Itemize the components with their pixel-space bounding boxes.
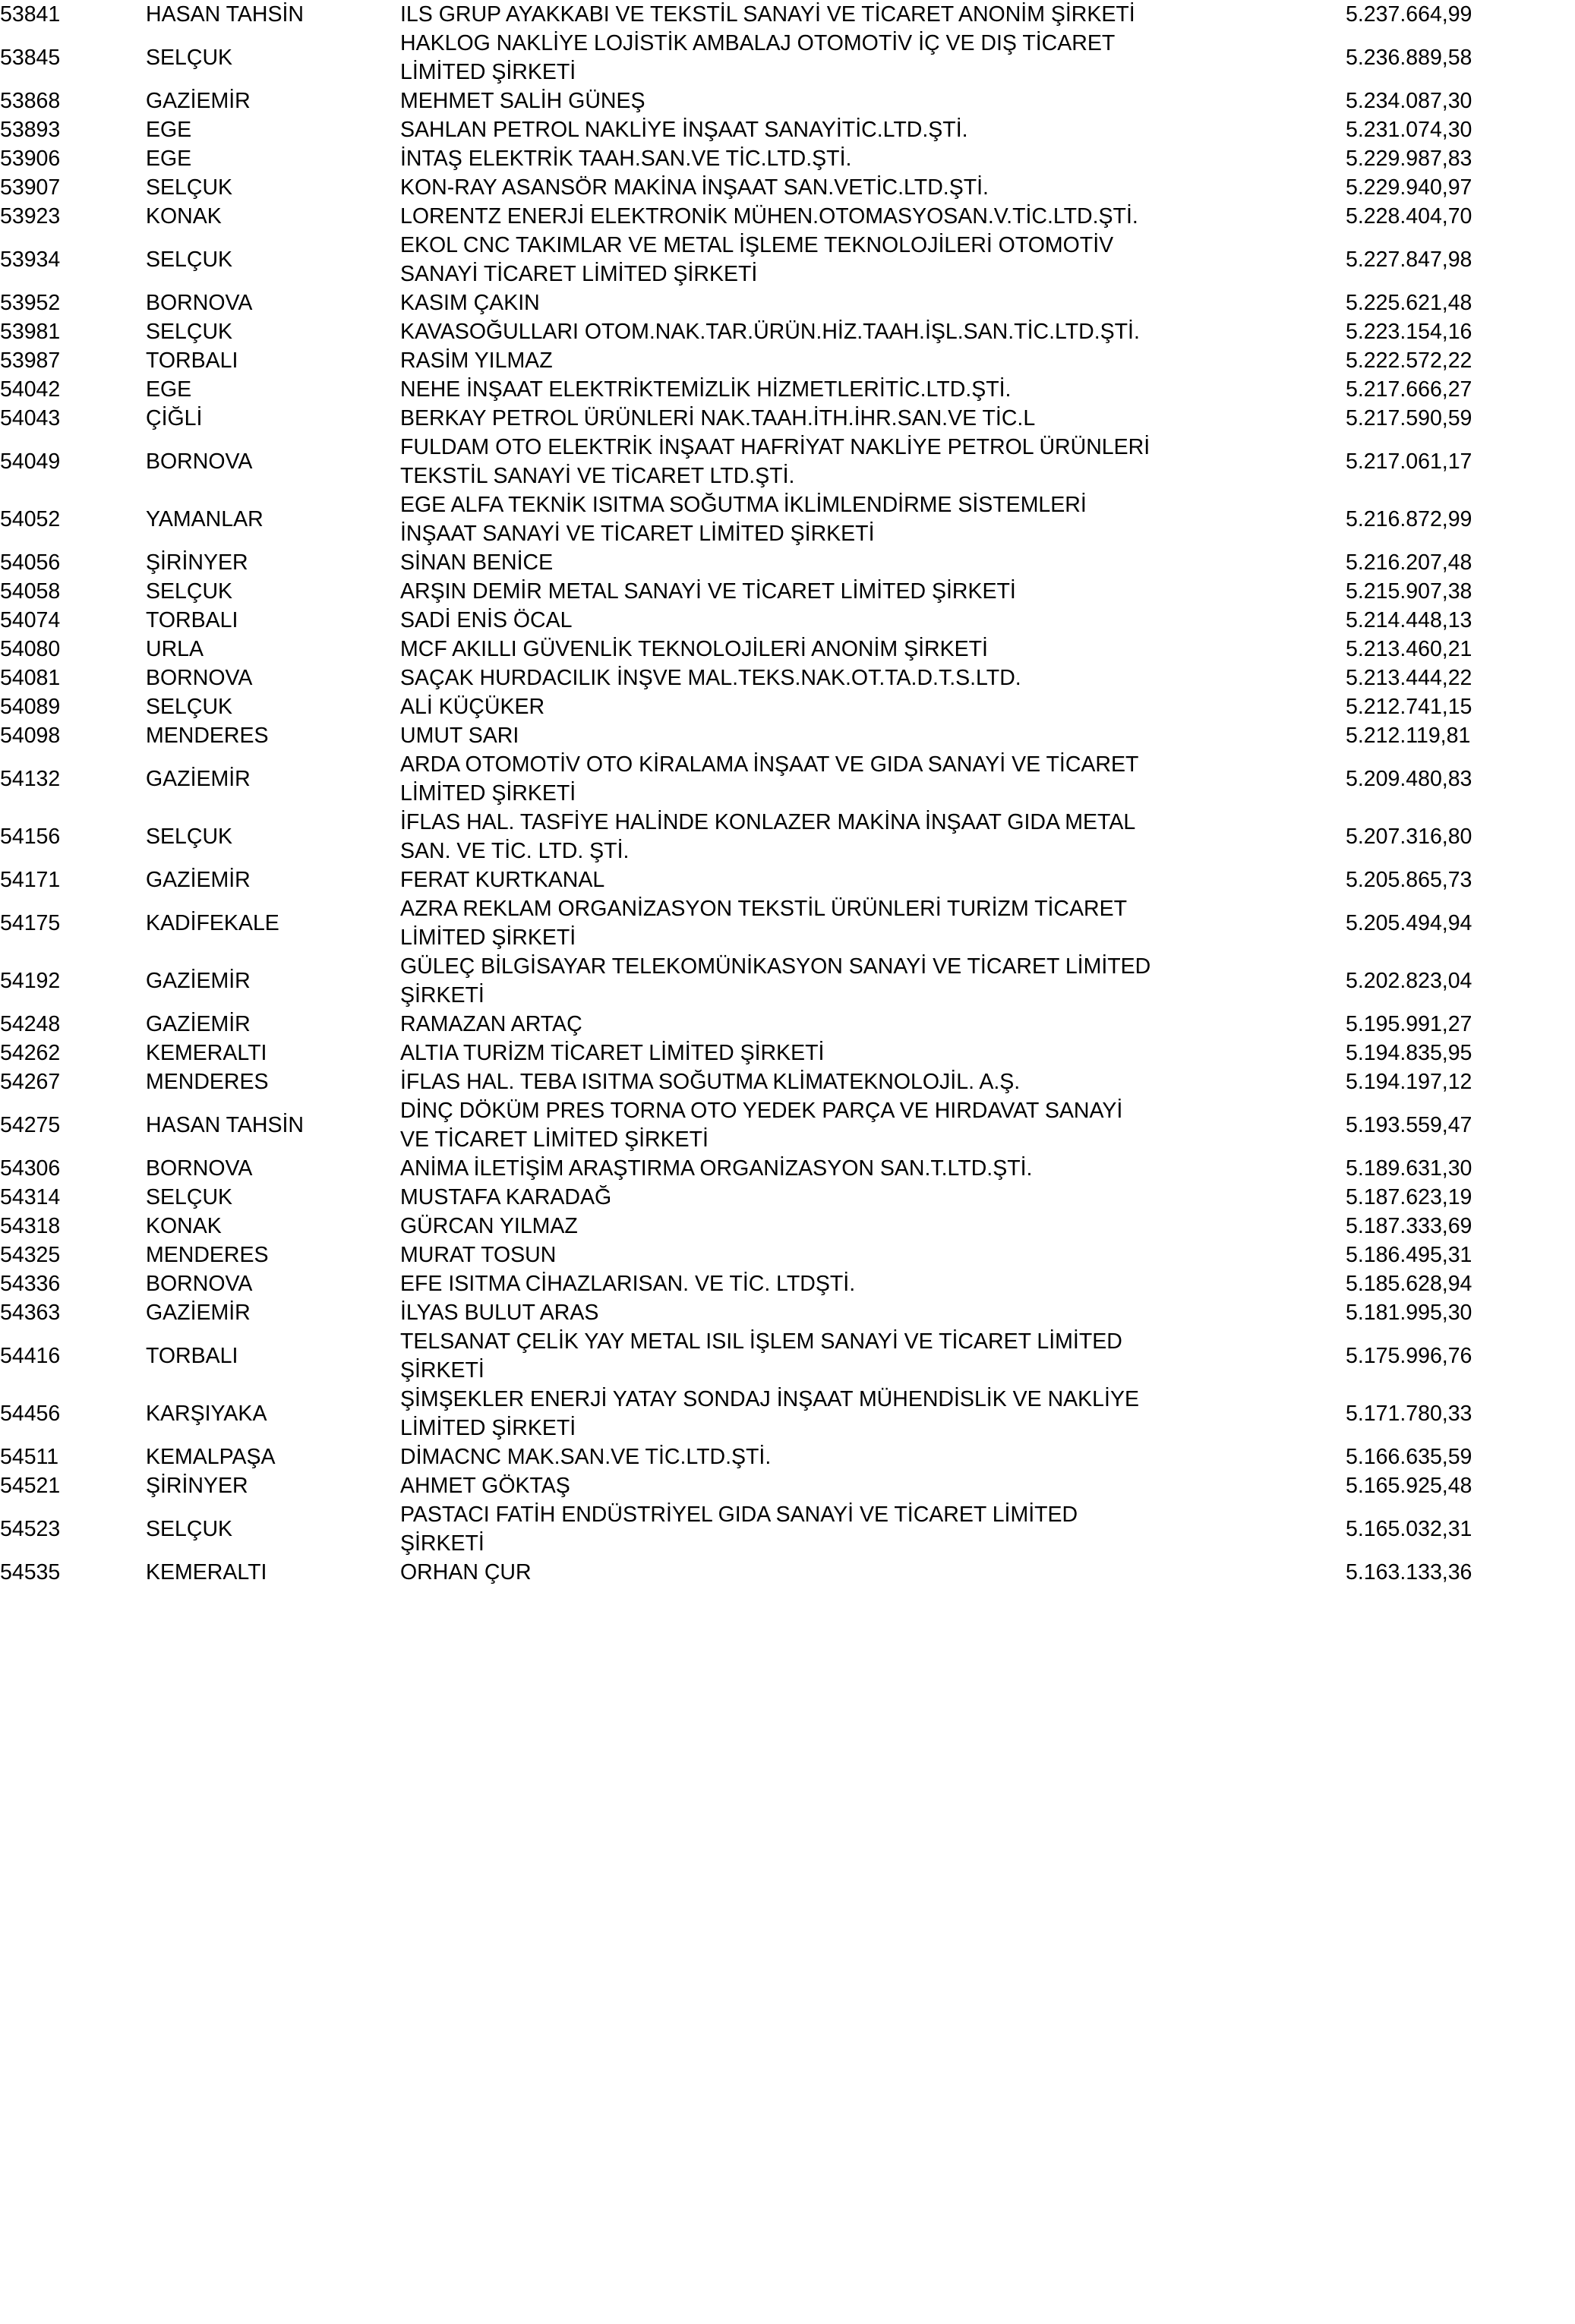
- row-amount: 5.222.572,22: [1346, 348, 1472, 373]
- row-taxpayer-name: [400, 606, 1346, 635]
- row-tax-office: MENDERES: [146, 724, 269, 748]
- table-row: [0, 1298, 1575, 1327]
- row-tax-office: BORNOVA: [146, 1272, 253, 1296]
- taxpayer-name-line: ORHAN ÇUR: [400, 1560, 532, 1585]
- row-amount: 5.217.666,27: [1346, 377, 1472, 402]
- row-tax-office: GAZİEMİR: [146, 1012, 251, 1036]
- row-amount: 5.175.996,76: [1346, 1344, 1472, 1368]
- row-tax-office: SELÇUK: [146, 1517, 233, 1541]
- table-row: [0, 231, 1575, 289]
- row-amount: 5.194.197,12: [1346, 1070, 1472, 1094]
- taxpayer-name-line: MCF AKILLI GÜVENLİK TEKNOLOJİLERİ ANONİM ŞİRKETİ: [400, 637, 988, 661]
- row-taxpayer-name: [400, 664, 1346, 692]
- row-amount: 5.214.448,13: [1346, 608, 1472, 632]
- row-amount: 5.209.480,83: [1346, 767, 1472, 791]
- row-amount: 5.181.995,30: [1346, 1301, 1472, 1325]
- row-sequence-number: 54175: [0, 911, 61, 935]
- row-tax-office: KEMERALTI: [146, 1560, 267, 1585]
- table-row: [0, 808, 1575, 866]
- taxpayer-name-line: PASTACI FATİH ENDÜSTRİYEL GIDA SANAYİ VE TİCARET LİMİTED: [400, 1503, 1078, 1527]
- taxpayer-name-line: LİMİTED ŞİRKETİ: [400, 926, 576, 950]
- taxpayer-name-line: KON-RAY ASANSÖR MAKİNA İNŞAAT SAN.VETİC.LTD.ŞTİ.: [400, 175, 989, 200]
- taxpayer-name-line: EGE ALFA TEKNİK ISITMA SOĞUTMA İKLİMLENDİRME SİSTEMLERİ: [400, 493, 1087, 517]
- table-row: [0, 1241, 1575, 1269]
- row-taxpayer-name: [400, 1010, 1346, 1039]
- row-amount: 5.236.889,58: [1346, 46, 1472, 70]
- taxpayer-name-line: MUSTAFA KARADAĞ: [400, 1185, 612, 1209]
- row-sequence-number: 53923: [0, 204, 61, 229]
- row-sequence-number: 54318: [0, 1214, 61, 1238]
- table-row: [0, 1558, 1575, 1587]
- row-amount: 5.212.741,15: [1346, 695, 1472, 719]
- row-sequence-number: 53934: [0, 248, 61, 272]
- row-sequence-number: 53981: [0, 320, 61, 344]
- taxpayer-name-line: ŞİRKETİ: [400, 1358, 484, 1383]
- taxpayer-name-line: KAVASOĞULLARI OTOM.NAK.TAR.ÜRÜN.HİZ.TAAH.İŞL.SAN.TİC.LTD.ŞTİ.: [400, 320, 1140, 344]
- row-taxpayer-name: [400, 1471, 1346, 1500]
- table-row: [0, 317, 1575, 346]
- row-tax-office: SELÇUK: [146, 248, 233, 272]
- taxpayer-name-line: VE TİCARET LİMİTED ŞİRKETİ: [400, 1127, 709, 1152]
- row-taxpayer-name: [400, 1241, 1346, 1269]
- row-amount: 5.223.154,16: [1346, 320, 1472, 344]
- row-amount: 5.194.835,95: [1346, 1041, 1472, 1065]
- row-tax-office: HASAN TAHSİN: [146, 2, 304, 27]
- row-sequence-number: 54248: [0, 1012, 61, 1036]
- row-taxpayer-name: [400, 1558, 1346, 1587]
- row-taxpayer-name: [400, 115, 1346, 144]
- row-taxpayer-name: [400, 1500, 1346, 1558]
- row-amount: 5.227.847,98: [1346, 248, 1472, 272]
- table-row: [0, 375, 1575, 404]
- row-taxpayer-name: [400, 577, 1346, 606]
- row-taxpayer-name: [400, 289, 1346, 317]
- taxpayer-name-line: ŞİMŞEKLER ENERJİ YATAY SONDAJ İNŞAAT MÜHENDİSLİK VE NAKLİYE: [400, 1387, 1139, 1411]
- taxpayer-name-line: FULDAM OTO ELEKTRİK İNŞAAT HAFRİYAT NAKLİYE PETROL ÜRÜNLERİ: [400, 435, 1150, 459]
- row-amount: 5.163.133,36: [1346, 1560, 1472, 1585]
- row-sequence-number: 54042: [0, 377, 61, 402]
- taxpayer-name-line: AHMET GÖKTAŞ: [400, 1474, 570, 1498]
- taxpayer-name-line: NEHE İNŞAAT ELEKTRİKTEMİZLİK HİZMETLERİTİC.LTD.ŞTİ.: [400, 377, 1012, 402]
- row-tax-office: GAZİEMİR: [146, 868, 251, 892]
- row-sequence-number: 54052: [0, 507, 61, 531]
- row-taxpayer-name: [400, 1039, 1346, 1067]
- taxpayer-name-line: LORENTZ ENERJİ ELEKTRONİK MÜHEN.OTOMASYOSAN.V.TİC.LTD.ŞTİ.: [400, 204, 1138, 229]
- taxpayer-name-line: ANİMA İLETİŞİM ARAŞTIRMA ORGANİZASYON SAN.T.LTD.ŞTİ.: [400, 1156, 1033, 1181]
- row-taxpayer-name: [400, 1067, 1346, 1096]
- taxpayer-name-line: İFLAS HAL. TASFİYE HALİNDE KONLAZER MAKİNA İNŞAAT GIDA METAL: [400, 810, 1136, 834]
- table-row: [0, 289, 1575, 317]
- row-amount: 5.189.631,30: [1346, 1156, 1472, 1181]
- row-sequence-number: 54056: [0, 550, 61, 575]
- taxpayer-name-line: LİMİTED ŞİRKETİ: [400, 781, 576, 806]
- taxpayer-name-line: TELSANAT ÇELİK YAY METAL ISIL İŞLEM SANAYİ VE TİCARET LİMİTED: [400, 1329, 1122, 1354]
- table-row: [0, 87, 1575, 115]
- row-tax-office: SELÇUK: [146, 825, 233, 849]
- row-sequence-number: 54363: [0, 1301, 61, 1325]
- row-tax-office: KARŞIYAKA: [146, 1402, 267, 1426]
- row-sequence-number: 54156: [0, 825, 61, 849]
- taxpayer-name-line: KASIM ÇAKIN: [400, 291, 540, 315]
- taxpayer-name-line: SAN. VE TİC. LTD. ŞTİ.: [400, 839, 630, 863]
- table-row: [0, 664, 1575, 692]
- row-taxpayer-name: [400, 317, 1346, 346]
- taxpayer-name-line: EKOL CNC TAKIMLAR VE METAL İŞLEME TEKNOLOJİLERİ OTOMOTİV: [400, 233, 1114, 257]
- table-row: [0, 173, 1575, 202]
- table-row: [0, 29, 1575, 87]
- row-sequence-number: 54049: [0, 449, 61, 474]
- row-sequence-number: 54043: [0, 406, 61, 430]
- row-sequence-number: 54080: [0, 637, 61, 661]
- row-taxpayer-name: [400, 952, 1346, 1010]
- row-taxpayer-name: [400, 202, 1346, 231]
- row-tax-office: TORBALI: [146, 348, 238, 373]
- taxpayer-name-line: AZRA REKLAM ORGANİZASYON TEKSTİL ÜRÜNLERİ TURİZM TİCARET: [400, 897, 1128, 921]
- row-sequence-number: 53868: [0, 89, 61, 113]
- row-sequence-number: 54523: [0, 1517, 61, 1541]
- taxpayer-name-line: EFE ISITMA CİHAZLARISAN. VE TİC. LTDŞTİ.: [400, 1272, 856, 1296]
- row-amount: 5.166.635,59: [1346, 1445, 1472, 1469]
- row-amount: 5.213.444,22: [1346, 666, 1472, 690]
- row-tax-office: SELÇUK: [146, 175, 233, 200]
- taxpayer-name-line: SADİ ENİS ÖCAL: [400, 608, 573, 632]
- taxpayer-name-line: ILS GRUP AYAKKABI VE TEKSTİL SANAYİ VE TİCARET ANONİM ŞİRKETİ: [400, 2, 1135, 27]
- table-row: [0, 1067, 1575, 1096]
- row-taxpayer-name: [400, 144, 1346, 173]
- taxpayer-name-line: İNTAŞ ELEKTRİK TAAH.SAN.VE TİC.LTD.ŞTİ.: [400, 147, 852, 171]
- taxpayer-name-line: MEHMET SALİH GÜNEŞ: [400, 89, 645, 113]
- row-sequence-number: 53952: [0, 291, 61, 315]
- taxpayer-name-line: ARŞIN DEMİR METAL SANAYİ VE TİCARET LİMİTED ŞİRKETİ: [400, 579, 1016, 604]
- row-tax-office: EGE: [146, 147, 192, 171]
- row-sequence-number: 54456: [0, 1402, 61, 1426]
- table-row: [0, 635, 1575, 664]
- row-amount: 5.186.495,31: [1346, 1243, 1472, 1267]
- row-sequence-number: 54171: [0, 868, 61, 892]
- row-amount: 5.225.621,48: [1346, 291, 1472, 315]
- taxpayer-name-line: SİNAN BENİCE: [400, 550, 554, 575]
- row-taxpayer-name: [400, 1183, 1346, 1212]
- row-amount: 5.185.628,94: [1346, 1272, 1472, 1296]
- table-row: [0, 1096, 1575, 1154]
- table-row: [0, 433, 1575, 490]
- taxpayer-name-line: ŞİRKETİ: [400, 1531, 484, 1556]
- row-tax-office: ŞİRİNYER: [146, 550, 248, 575]
- taxpayer-name-line: SAÇAK HURDACILIK İNŞVE MAL.TEKS.NAK.OT.TA.D.T.S.LTD.: [400, 666, 1021, 690]
- row-taxpayer-name: [400, 0, 1346, 29]
- row-amount: 5.205.865,73: [1346, 868, 1472, 892]
- row-tax-office: SELÇUK: [146, 579, 233, 604]
- table-row: [0, 1269, 1575, 1298]
- table-row: [0, 0, 1575, 29]
- taxpayer-name-line: HAKLOG NAKLİYE LOJİSTİK AMBALAJ OTOMOTİV İÇ VE DIŞ TİCARET: [400, 31, 1116, 55]
- table-row: [0, 1183, 1575, 1212]
- row-sequence-number: 54089: [0, 695, 61, 719]
- row-amount: 5.228.404,70: [1346, 204, 1472, 229]
- table-row: [0, 144, 1575, 173]
- row-tax-office: GAZİEMİR: [146, 969, 251, 993]
- taxpayer-name-line: İFLAS HAL. TEBA ISITMA SOĞUTMA KLİMATEKNOLOJİL. A.Ş.: [400, 1070, 1021, 1094]
- row-sequence-number: 53893: [0, 118, 61, 142]
- row-taxpayer-name: [400, 808, 1346, 866]
- row-amount: 5.234.087,30: [1346, 89, 1472, 113]
- table-row: [0, 346, 1575, 375]
- row-tax-office: KEMALPAŞA: [146, 1445, 276, 1469]
- row-amount: 5.216.207,48: [1346, 550, 1472, 575]
- row-sequence-number: 54314: [0, 1185, 61, 1209]
- row-sequence-number: 54336: [0, 1272, 61, 1296]
- row-tax-office: EGE: [146, 377, 192, 402]
- row-tax-office: KONAK: [146, 1214, 222, 1238]
- taxpayer-name-line: İLYAS BULUT ARAS: [400, 1301, 599, 1325]
- row-tax-office: EGE: [146, 118, 192, 142]
- taxpayer-name-line: LİMİTED ŞİRKETİ: [400, 1416, 576, 1440]
- taxpayer-name-line: BERKAY PETROL ÜRÜNLERİ NAK.TAAH.İTH.İHR.SAN.VE TİC.L: [400, 406, 1036, 430]
- row-taxpayer-name: [400, 490, 1346, 548]
- row-taxpayer-name: [400, 1154, 1346, 1183]
- row-tax-office: BORNOVA: [146, 1156, 253, 1181]
- row-tax-office: SELÇUK: [146, 695, 233, 719]
- row-amount: 5.216.872,99: [1346, 507, 1472, 531]
- row-taxpayer-name: [400, 173, 1346, 202]
- row-taxpayer-name: [400, 375, 1346, 404]
- table-row: [0, 548, 1575, 577]
- taxpayer-name-line: TEKSTİL SANAYİ VE TİCARET LTD.ŞTİ.: [400, 464, 795, 488]
- row-sequence-number: 54192: [0, 969, 61, 993]
- table-row: [0, 1500, 1575, 1558]
- row-sequence-number: 54074: [0, 608, 61, 632]
- row-amount: 5.193.559,47: [1346, 1113, 1472, 1137]
- taxpayer-name-line: RAMAZAN ARTAÇ: [400, 1012, 582, 1036]
- taxpayer-name-line: İNŞAAT SANAYİ VE TİCARET LİMİTED ŞİRKETİ: [400, 522, 875, 546]
- row-tax-office: SELÇUK: [146, 320, 233, 344]
- taxpayer-name-line: LİMİTED ŞİRKETİ: [400, 60, 576, 84]
- row-tax-office: BORNOVA: [146, 291, 253, 315]
- row-amount: 5.207.316,80: [1346, 825, 1472, 849]
- row-tax-office: URLA: [146, 637, 204, 661]
- row-tax-office: MENDERES: [146, 1070, 269, 1094]
- row-tax-office: MENDERES: [146, 1243, 269, 1267]
- table-row: [0, 202, 1575, 231]
- row-taxpayer-name: [400, 1298, 1346, 1327]
- row-sequence-number: 54521: [0, 1474, 61, 1498]
- row-amount: 5.229.940,97: [1346, 175, 1472, 200]
- row-tax-office: BORNOVA: [146, 666, 253, 690]
- table-row: [0, 490, 1575, 548]
- row-tax-office: KADİFEKALE: [146, 911, 279, 935]
- taxpayer-name-line: ARDA OTOMOTİV OTO KİRALAMA İNŞAAT VE GIDA SANAYİ VE TİCARET: [400, 752, 1139, 777]
- row-sequence-number: 54325: [0, 1243, 61, 1267]
- table-row: [0, 750, 1575, 808]
- table-row: [0, 1385, 1575, 1443]
- row-sequence-number: 54132: [0, 767, 61, 791]
- table-row: [0, 404, 1575, 433]
- row-amount: 5.187.623,19: [1346, 1185, 1472, 1209]
- row-taxpayer-name: [400, 548, 1346, 577]
- row-tax-office: GAZİEMİR: [146, 89, 251, 113]
- row-sequence-number: 54098: [0, 724, 61, 748]
- row-amount: 5.213.460,21: [1346, 637, 1472, 661]
- row-sequence-number: 53906: [0, 147, 61, 171]
- row-amount: 5.231.074,30: [1346, 118, 1472, 142]
- table-row: [0, 577, 1575, 606]
- row-sequence-number: 53987: [0, 348, 61, 373]
- row-amount: 5.165.032,31: [1346, 1517, 1472, 1541]
- row-amount: 5.229.987,83: [1346, 147, 1472, 171]
- taxpayer-name-line: UMUT SARI: [400, 724, 519, 748]
- row-tax-office: KONAK: [146, 204, 222, 229]
- row-sequence-number: 54535: [0, 1560, 61, 1585]
- row-taxpayer-name: [400, 635, 1346, 664]
- row-tax-office: HASAN TAHSİN: [146, 1113, 304, 1137]
- row-tax-office: ÇİĞLİ: [146, 406, 203, 430]
- row-taxpayer-name: [400, 231, 1346, 289]
- table-row: [0, 606, 1575, 635]
- row-taxpayer-name: [400, 404, 1346, 433]
- row-amount: 5.205.494,94: [1346, 911, 1472, 935]
- row-amount: 5.217.590,59: [1346, 406, 1472, 430]
- taxpayer-name-line: SANAYİ TİCARET LİMİTED ŞİRKETİ: [400, 262, 758, 286]
- row-sequence-number: 54275: [0, 1113, 61, 1137]
- table-row: [0, 721, 1575, 750]
- row-taxpayer-name: [400, 1096, 1346, 1154]
- row-tax-office: GAZİEMİR: [146, 1301, 251, 1325]
- taxpayer-name-line: DİMACNC MAK.SAN.VE TİC.LTD.ŞTİ.: [400, 1445, 772, 1469]
- table-row: [0, 1471, 1575, 1500]
- row-taxpayer-name: [400, 1327, 1346, 1385]
- table-row: [0, 1039, 1575, 1067]
- row-sequence-number: 54267: [0, 1070, 61, 1094]
- taxpayer-name-line: ALİ KÜÇÜKER: [400, 695, 545, 719]
- table-row: [0, 1212, 1575, 1241]
- taxpayer-name-line: SAHLAN PETROL NAKLİYE İNŞAAT SANAYİTİC.LTD.ŞTİ.: [400, 118, 968, 142]
- row-sequence-number: 53841: [0, 2, 61, 27]
- row-sequence-number: 54081: [0, 666, 61, 690]
- row-sequence-number: 53907: [0, 175, 61, 200]
- table-row: [0, 1443, 1575, 1471]
- table-row: [0, 1010, 1575, 1039]
- taxpayer-name-line: FERAT KURTKANAL: [400, 868, 605, 892]
- row-tax-office: TORBALI: [146, 1344, 238, 1368]
- row-amount: 5.187.333,69: [1346, 1214, 1472, 1238]
- table-row: [0, 692, 1575, 721]
- row-tax-office: KEMERALTI: [146, 1041, 267, 1065]
- row-taxpayer-name: [400, 692, 1346, 721]
- row-sequence-number: 53845: [0, 46, 61, 70]
- row-sequence-number: 54416: [0, 1344, 61, 1368]
- taxpayer-name-line: GÜLEÇ BİLGİSAYAR TELEKOMÜNİKASYON SANAYİ VE TİCARET LİMİTED: [400, 954, 1151, 979]
- row-taxpayer-name: [400, 894, 1346, 952]
- row-amount: 5.212.119,81: [1346, 724, 1471, 748]
- row-tax-office: BORNOVA: [146, 449, 253, 474]
- row-amount: 5.215.907,38: [1346, 579, 1472, 604]
- taxpayer-name-line: DİNÇ DÖKÜM PRES TORNA OTO YEDEK PARÇA VE HIRDAVAT SANAYİ: [400, 1099, 1123, 1123]
- taxpayer-name-line: ALTIA TURİZM TİCARET LİMİTED ŞİRKETİ: [400, 1041, 825, 1065]
- row-sequence-number: 54058: [0, 579, 61, 604]
- row-taxpayer-name: [400, 433, 1346, 490]
- row-taxpayer-name: [400, 866, 1346, 894]
- row-taxpayer-name: [400, 750, 1346, 808]
- row-sequence-number: 54262: [0, 1041, 61, 1065]
- table-row: [0, 1327, 1575, 1385]
- row-amount: 5.195.991,27: [1346, 1012, 1472, 1036]
- row-taxpayer-name: [400, 1385, 1346, 1443]
- row-taxpayer-name: [400, 346, 1346, 375]
- row-taxpayer-name: [400, 721, 1346, 750]
- row-tax-office: SELÇUK: [146, 1185, 233, 1209]
- row-taxpayer-name: [400, 1269, 1346, 1298]
- row-tax-office: YAMANLAR: [146, 507, 264, 531]
- table-row: [0, 866, 1575, 894]
- row-taxpayer-name: [400, 1212, 1346, 1241]
- row-amount: 5.202.823,04: [1346, 969, 1472, 993]
- taxpayer-name-line: MURAT TOSUN: [400, 1243, 557, 1267]
- row-tax-office: GAZİEMİR: [146, 767, 251, 791]
- row-amount: 5.171.780,33: [1346, 1402, 1472, 1426]
- table-row: [0, 1154, 1575, 1183]
- row-amount: 5.237.664,99: [1346, 2, 1472, 27]
- row-sequence-number: 54306: [0, 1156, 61, 1181]
- row-taxpayer-name: [400, 29, 1346, 87]
- table-row: [0, 115, 1575, 144]
- row-amount: 5.217.061,17: [1346, 449, 1472, 474]
- row-taxpayer-name: [400, 1443, 1346, 1471]
- taxpayer-name-line: ŞİRKETİ: [400, 983, 484, 1007]
- row-tax-office: SELÇUK: [146, 46, 233, 70]
- row-tax-office: ŞİRİNYER: [146, 1474, 248, 1498]
- row-tax-office: TORBALI: [146, 608, 238, 632]
- row-amount: 5.165.925,48: [1346, 1474, 1472, 1498]
- row-taxpayer-name: [400, 87, 1346, 115]
- taxpayer-name-line: RASİM YILMAZ: [400, 348, 553, 373]
- table-row: [0, 952, 1575, 1010]
- taxpayer-name-line: GÜRCAN YILMAZ: [400, 1214, 578, 1238]
- table-row: [0, 894, 1575, 952]
- row-sequence-number: 54511: [0, 1445, 59, 1469]
